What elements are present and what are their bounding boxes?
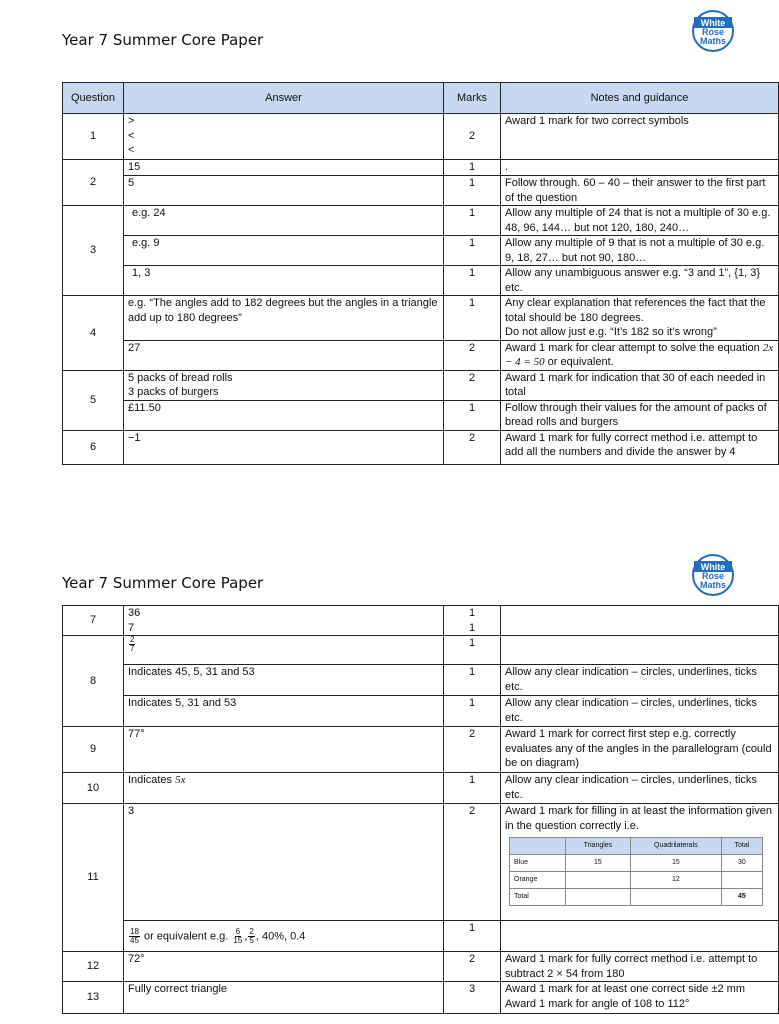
marks-cell: 3: [444, 982, 501, 1014]
marks-cell: 2: [444, 727, 501, 773]
marks-cell: 1: [444, 176, 501, 206]
marks-cell: 1: [444, 206, 501, 236]
fraction: $\frac{2}{7}$: [130, 635, 135, 653]
notes-cell: Award 1 mark for correct first step e.g. correctly evaluates any of the angles in the parallelogram (could be on diagram): [501, 727, 779, 773]
answer-cell: Indicates 5, 31 and 53: [124, 696, 444, 727]
white-rose-maths-logo: White Rose Maths: [692, 10, 734, 52]
table-row: [63, 266, 779, 296]
answer-cell: 3: [124, 804, 444, 921]
question-number: 8: [63, 636, 124, 727]
answer-cell: £11.50: [124, 400, 444, 430]
notes-cell: [501, 606, 779, 636]
question-number: 10: [63, 773, 124, 804]
table-row: [63, 160, 779, 176]
table-row: [63, 921, 779, 952]
marks-cell: 2: [444, 952, 501, 982]
marks-cell: 2: [444, 804, 501, 921]
page-title: Year 7 Summer Core Paper: [62, 574, 264, 592]
marks-cell: 1: [444, 696, 501, 727]
answer-cell: e.g. 24: [124, 206, 444, 236]
question-number: 5: [63, 370, 124, 430]
question-number: 12: [63, 952, 124, 982]
table-row: [63, 296, 779, 341]
answer-cell: 15: [124, 160, 444, 176]
marks-cell: 1: [444, 236, 501, 266]
table-row: [63, 696, 779, 727]
answer-cell: 1, 3: [124, 266, 444, 296]
notes-cell: Allow any unambiguous answer e.g. “3 and 1”, {1, 3} etc.: [501, 266, 779, 296]
marks-cell: 1: [444, 636, 501, 665]
notes-cell: [501, 636, 779, 665]
notes-cell: [501, 921, 779, 952]
table-header-row: [63, 83, 779, 114]
question-number: 9: [63, 727, 124, 773]
marks-cell: 1: [444, 266, 501, 296]
marks-cell: 1: [444, 665, 501, 696]
notes-cell: Allow any multiple of 24 that is not a multiple of 30 e.g. 48, 96, 144… but not 120, 180, 240…: [501, 206, 779, 236]
table-row: [63, 206, 779, 236]
notes-cell: Allow any multiple of 9 that is not a multiple of 30 e.g. 9, 18, 27… but not 90, 180…: [501, 236, 779, 266]
notes-cell: Any clear explanation that references the fact that the total should be 180 degrees. Do not allow just e.g. “It’s 182 so it’s wrong”: [501, 296, 779, 341]
answer-cell: 5: [124, 176, 444, 206]
table-row: [63, 952, 779, 982]
notes-cell: Award 1 mark for clear attempt to solve the equation 2x − 4 = 50 or equivalent.: [501, 340, 779, 370]
answer-cell: $\frac{18}{45}$ or equivalent e.g. $\frac{6}{15}$ , $\frac{2}{5}$ , 40%, 0.4: [124, 921, 444, 952]
question-number: 6: [63, 430, 124, 464]
marks-cell: 1: [444, 921, 501, 952]
table-row: [63, 340, 779, 370]
equation: 2x − 4 = 50: [505, 341, 774, 368]
question-number: 7: [63, 606, 124, 636]
notes-cell: Award 1 mark for fully correct method i.e. attempt to subtract 2 × 54 from 180: [501, 952, 779, 982]
notes-cell: Allow any clear indication – circles, underlines, ticks etc.: [501, 665, 779, 696]
notes-cell: Allow any clear indication – circles, underlines, ticks etc.: [501, 696, 779, 727]
answer-cell: e.g. “The angles add to 182 degrees but the angles in a triangle add up to 180 degrees”: [124, 296, 444, 341]
answer-cell: 5 packs of bread rolls 3 packs of burgers: [124, 370, 444, 400]
notes-cell: Award 1 mark for filling in at least the information given in the question correctly i.e. Triangles Quadrilaterals Total Blue 15 15 30 Orange 12 Total 45: [501, 804, 779, 921]
header-answer: Answer: [124, 83, 444, 114]
table-row: [63, 430, 779, 464]
question-number: 1: [63, 114, 124, 160]
answer-cell: Indicates 45, 5, 31 and 53: [124, 665, 444, 696]
header-question: Question: [63, 83, 124, 114]
table-row: [63, 773, 779, 804]
answer-cell: 36 7: [124, 606, 444, 636]
answer-cell: Fully correct triangle: [124, 982, 444, 1014]
white-rose-maths-logo: White Rose Maths: [692, 554, 734, 596]
question-number: 4: [63, 296, 124, 371]
marks-cell: 1: [444, 296, 501, 341]
answer-cell: −1: [124, 430, 444, 464]
question-number: 3: [63, 206, 124, 296]
marks-cell: 1 1: [444, 606, 501, 636]
marks-cell: 1: [444, 160, 501, 176]
table-row: [63, 370, 779, 400]
notes-cell: Award 1 mark for at least one correct side ±2 mm Award 1 mark for angle of 108 to 112°: [501, 982, 779, 1014]
marks-cell: 1: [444, 773, 501, 804]
answer-cell: 77°: [124, 727, 444, 773]
mark-scheme-table-1: [62, 82, 779, 465]
frequency-table: Triangles Quadrilaterals Total Blue 15 15 30 Orange 12 Total 45: [509, 837, 763, 906]
answer-cell: e.g. 9: [124, 236, 444, 266]
table-row: [63, 114, 779, 160]
mark-scheme-table-2: [62, 605, 779, 1014]
table-row: [63, 400, 779, 430]
notes-cell: Award 1 mark for indication that 30 of each needed in total: [501, 370, 779, 400]
notes-cell: .: [501, 160, 779, 176]
question-number: 13: [63, 982, 124, 1014]
notes-cell: Follow through their values for the amount of packs of bread rolls and burgers: [501, 400, 779, 430]
table-row: [63, 176, 779, 206]
marks-cell: 2: [444, 114, 501, 160]
answer-cell: 72°: [124, 952, 444, 982]
table-row: [63, 636, 779, 665]
question-number: 11: [63, 804, 124, 952]
table-row: [63, 236, 779, 266]
marks-cell: 2: [444, 370, 501, 400]
table-row: [63, 606, 779, 636]
notes-cell: Award 1 mark for two correct symbols: [501, 114, 779, 160]
marks-cell: 2: [444, 340, 501, 370]
answer-cell: 27: [124, 340, 444, 370]
header-marks: Marks: [444, 83, 501, 114]
question-number: 2: [63, 160, 124, 206]
marks-cell: 2: [444, 430, 501, 464]
page-title: Year 7 Summer Core Paper: [62, 31, 264, 49]
answer-cell: Indicates 5x: [124, 773, 444, 804]
marks-cell: 1: [444, 400, 501, 430]
answer-cell: [124, 636, 444, 665]
table-row: [63, 665, 779, 696]
table-row: [63, 982, 779, 1014]
answer-cell: > < <: [124, 114, 444, 160]
table-row: [63, 804, 779, 921]
table-row: [63, 727, 779, 773]
notes-cell: Award 1 mark for fully correct method i.e. attempt to add all the numbers and divide the answer by 4: [501, 430, 779, 464]
notes-cell: Allow any clear indication – circles, underlines, ticks etc.: [501, 773, 779, 804]
header-notes: Notes and guidance: [501, 83, 779, 114]
notes-cell: Follow through. 60 – 40 – their answer to the first part of the question: [501, 176, 779, 206]
